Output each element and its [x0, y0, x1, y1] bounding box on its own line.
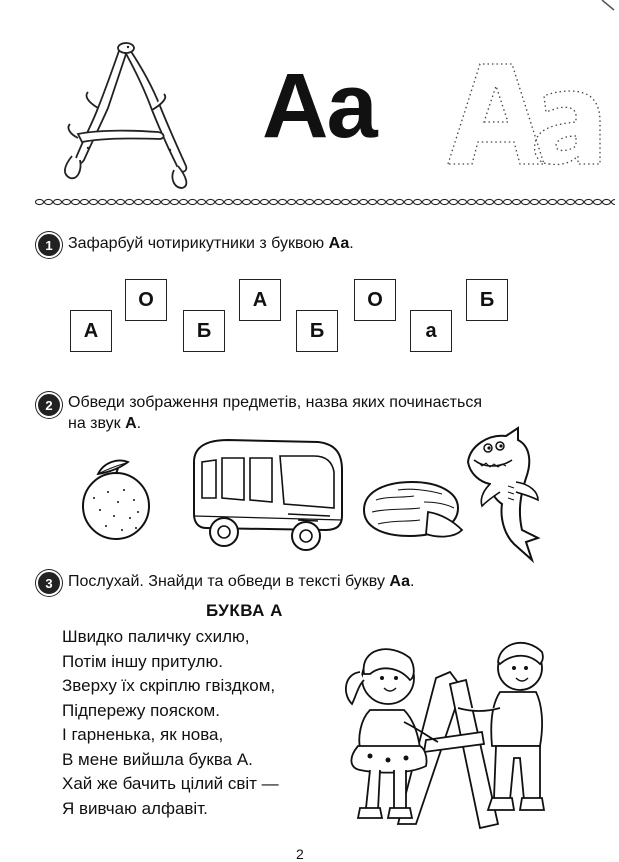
letter-card[interactable]: А — [239, 279, 281, 321]
task-3-instruction — [68, 571, 415, 592]
page-number: 2 — [296, 846, 304, 862]
task-3-number-badge: 3 — [36, 570, 62, 596]
task-3-bold-letters: Аа — [389, 573, 411, 590]
letter-card[interactable]: О — [125, 279, 167, 321]
bus-illustration[interactable] — [188, 432, 348, 554]
letter-card[interactable]: О — [354, 279, 396, 321]
task-3-period: . — [410, 573, 415, 590]
poem-line: І гарненька, як нова, — [62, 725, 224, 744]
letter-card[interactable]: Б — [466, 279, 508, 321]
tracing-letters-dotted — [440, 42, 619, 182]
corner-fold-mark — [600, 0, 619, 14]
poem-line: Підпережу пояском. — [62, 700, 220, 720]
poem-title: БУКВА А — [206, 601, 283, 620]
task-1-text: Зафарбуй чотирикутники з буквою — [68, 235, 329, 252]
poem-line: Хай же бачить цілий світ — — [62, 774, 279, 793]
letter-card[interactable]: А — [70, 310, 112, 352]
children-building-letter-illustration — [330, 628, 566, 832]
poem-line: Швидко паличку схилю, — [62, 627, 250, 646]
poem-line: В мене вийшла буква А. — [62, 749, 253, 769]
task-2-line-2-text: на звук — [68, 415, 126, 432]
letter-card[interactable]: Б — [183, 310, 225, 352]
poem-line: Зверху їх скріплю гвіздком, — [62, 676, 276, 695]
poem-line: Я вивчаю алфавіт. — [62, 798, 208, 818]
letter-card[interactable]: а — [410, 310, 452, 352]
task-1-bold-letters: Аа — [328, 235, 350, 252]
decorative-divider — [35, 196, 615, 208]
shark-illustration[interactable] — [460, 426, 550, 564]
poem-text — [62, 625, 279, 821]
letter-heading: Aa — [262, 55, 376, 157]
task-2-line-1: Обведи зображення предметів, назва яких починається — [68, 394, 482, 411]
task-2-number-badge: 2 — [36, 392, 62, 418]
task-1-period: . — [349, 235, 354, 252]
task-3-text: Послухай. Знайди та обведи в тексті букву — [68, 573, 390, 590]
decorative-letter-a-illustration — [58, 38, 198, 198]
orange-illustration[interactable] — [64, 452, 164, 542]
poem-line: Потім іншу притулю. — [62, 651, 223, 671]
letter-card[interactable]: Б — [296, 310, 338, 352]
task-1-number-badge: 1 — [36, 232, 62, 258]
task-2-period: . — [136, 415, 142, 432]
melon-illustration[interactable] — [358, 478, 468, 542]
task-1-instruction — [68, 233, 354, 254]
task-2-bold-letter: А — [125, 415, 137, 432]
